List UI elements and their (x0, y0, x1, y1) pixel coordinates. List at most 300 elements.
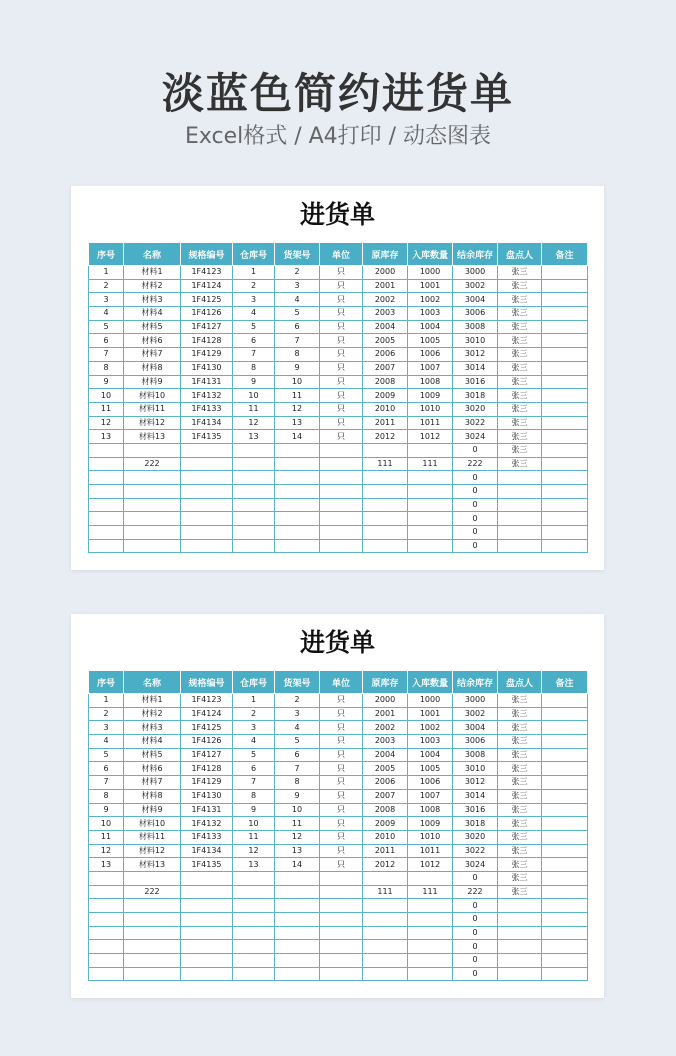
table-cell: 1000 (408, 694, 453, 708)
table-cell: 3016 (453, 803, 498, 817)
column-header: 仓库号 (233, 243, 275, 266)
table-row (89, 389, 588, 403)
table-cell (181, 926, 233, 940)
table-cell (542, 430, 588, 444)
table-cell: 张三 (498, 334, 542, 348)
table-cell: 6 (233, 762, 275, 776)
table-cell (275, 443, 320, 457)
table-cell: 1F4129 (181, 776, 233, 790)
table-cell (542, 844, 588, 858)
table-cell (542, 871, 588, 885)
table-cell: 1F4125 (181, 721, 233, 735)
table-cell (181, 526, 233, 540)
table-cell: 只 (320, 266, 363, 280)
table-cell (542, 899, 588, 913)
spreadsheet-preview-1 (71, 186, 604, 570)
table-cell: 2 (89, 707, 124, 721)
table-cell (320, 954, 363, 968)
table-cell (498, 498, 542, 512)
table-cell: 0 (453, 485, 498, 499)
table-cell: 13 (89, 858, 124, 872)
table-cell: 1 (89, 266, 124, 280)
table-cell (542, 913, 588, 927)
table-cell: 12 (89, 844, 124, 858)
table-cell (363, 471, 408, 485)
table-row (89, 789, 588, 803)
table-cell (408, 498, 453, 512)
table-cell: 3006 (453, 307, 498, 321)
table-cell: 只 (320, 375, 363, 389)
table-row (89, 512, 588, 526)
table-cell: 3002 (453, 279, 498, 293)
column-header: 入库数量 (408, 671, 453, 694)
table-cell (124, 899, 181, 913)
table-cell: 2001 (363, 707, 408, 721)
table-cell: 111 (408, 885, 453, 899)
table-cell: 材料2 (124, 707, 181, 721)
column-header: 序号 (89, 243, 124, 266)
table-cell: 9 (89, 375, 124, 389)
table-cell: 11 (233, 830, 275, 844)
table-cell: 13 (275, 416, 320, 430)
table-cell: 1003 (408, 307, 453, 321)
table-cell (542, 512, 588, 526)
table-cell: 0 (453, 899, 498, 913)
table-cell: 10 (275, 375, 320, 389)
table-cell: 1F4125 (181, 293, 233, 307)
table-cell: 1001 (408, 707, 453, 721)
page-subtitle: Excel格式 / A4打印 / 动态图表 (184, 124, 492, 149)
table-cell: 1004 (408, 748, 453, 762)
table-cell: 只 (320, 844, 363, 858)
table-row (89, 844, 588, 858)
table-cell (408, 899, 453, 913)
table-cell (124, 512, 181, 526)
table-cell: 8 (275, 776, 320, 790)
table-cell: 1F4128 (181, 334, 233, 348)
table-cell: 材料2 (124, 279, 181, 293)
table-cell: 1F4133 (181, 402, 233, 416)
table-cell: 只 (320, 735, 363, 749)
table-cell: 1002 (408, 721, 453, 735)
table-cell (275, 899, 320, 913)
table-cell: 1F4124 (181, 707, 233, 721)
table-cell: 张三 (498, 721, 542, 735)
table-cell: 1F4126 (181, 735, 233, 749)
table-cell (542, 526, 588, 540)
table-cell (542, 776, 588, 790)
table-cell: 材料6 (124, 334, 181, 348)
table-body (89, 694, 588, 981)
table-cell (124, 471, 181, 485)
table-cell: 3010 (453, 334, 498, 348)
table-cell (181, 539, 233, 553)
table-cell: 1F4130 (181, 789, 233, 803)
table-cell: 1F4123 (181, 694, 233, 708)
table-cell (89, 485, 124, 499)
table-cell: 0 (453, 871, 498, 885)
table-cell (498, 485, 542, 499)
table-cell (89, 899, 124, 913)
table-cell: 0 (453, 471, 498, 485)
table-cell: 1F4131 (181, 803, 233, 817)
table-cell: 只 (320, 361, 363, 375)
table-cell: 只 (320, 707, 363, 721)
table-cell: 0 (453, 967, 498, 981)
table-cell: 1012 (408, 430, 453, 444)
table-cell (181, 512, 233, 526)
table-cell: 1012 (408, 858, 453, 872)
table-cell: 0 (453, 443, 498, 457)
table-cell: 4 (233, 307, 275, 321)
table-cell: 3010 (453, 762, 498, 776)
table-cell: 2006 (363, 348, 408, 362)
table-cell: 1F4132 (181, 389, 233, 403)
table-cell (233, 913, 275, 927)
table-cell: 1F4131 (181, 375, 233, 389)
table-cell: 14 (275, 858, 320, 872)
table-header (89, 243, 588, 266)
table-cell: 张三 (498, 885, 542, 899)
table-cell: 3022 (453, 416, 498, 430)
table-cell (408, 940, 453, 954)
table-cell (363, 926, 408, 940)
table-cell: 14 (275, 430, 320, 444)
table-cell: 5 (233, 748, 275, 762)
table-cell: 3024 (453, 858, 498, 872)
table-cell: 12 (275, 402, 320, 416)
table-cell: 1F4133 (181, 830, 233, 844)
table-cell (542, 402, 588, 416)
table-cell (363, 443, 408, 457)
table-cell: 3022 (453, 844, 498, 858)
table-cell: 3008 (453, 320, 498, 334)
table-row (89, 457, 588, 471)
page-title: 淡蓝色简约进货单 (161, 69, 514, 118)
table-cell: 张三 (498, 416, 542, 430)
table-cell: 2004 (363, 320, 408, 334)
table-cell: 张三 (498, 776, 542, 790)
table-cell: 2000 (363, 266, 408, 280)
table-row (89, 539, 588, 553)
table-cell: 1010 (408, 402, 453, 416)
table-cell: 7 (275, 334, 320, 348)
table-cell: 2007 (363, 789, 408, 803)
column-header: 结余库存 (453, 243, 498, 266)
table-cell (542, 348, 588, 362)
table-cell: 4 (89, 307, 124, 321)
table-row (89, 735, 588, 749)
table-cell: 3018 (453, 389, 498, 403)
table-cell: 9 (233, 803, 275, 817)
table-cell: 1002 (408, 293, 453, 307)
table-cell (542, 954, 588, 968)
column-header: 备注 (542, 243, 588, 266)
table-row (89, 940, 588, 954)
table-cell: 只 (320, 430, 363, 444)
table-row (89, 707, 588, 721)
table-cell (181, 485, 233, 499)
table-cell: 1006 (408, 776, 453, 790)
table-row (89, 748, 588, 762)
table-cell: 8 (233, 361, 275, 375)
table-cell: 1001 (408, 279, 453, 293)
column-header: 结余库存 (453, 671, 498, 694)
table-cell (498, 967, 542, 981)
table-cell (233, 871, 275, 885)
table-cell (542, 885, 588, 899)
table-cell: 11 (275, 389, 320, 403)
table-cell: 材料13 (124, 430, 181, 444)
table-cell: 8 (275, 348, 320, 362)
table-cell: 材料8 (124, 789, 181, 803)
table-cell (275, 913, 320, 927)
table-cell: 材料12 (124, 844, 181, 858)
table-cell: 2006 (363, 776, 408, 790)
table-header (89, 671, 588, 694)
table-cell (233, 954, 275, 968)
table-row (89, 293, 588, 307)
table-cell: 0 (453, 512, 498, 526)
table-cell: 3 (233, 293, 275, 307)
table-cell: 5 (275, 735, 320, 749)
table-cell (542, 789, 588, 803)
table-row (89, 416, 588, 430)
table-cell (363, 498, 408, 512)
table-cell (89, 526, 124, 540)
table-cell (542, 416, 588, 430)
table-cell: 3000 (453, 266, 498, 280)
table-cell: 9 (275, 789, 320, 803)
table-cell: 2003 (363, 735, 408, 749)
table-cell: 张三 (498, 402, 542, 416)
table-cell: 12 (233, 416, 275, 430)
table-cell (320, 512, 363, 526)
table-cell (408, 967, 453, 981)
table-cell: 张三 (498, 817, 542, 831)
table-cell: 2002 (363, 721, 408, 735)
table-cell: 1005 (408, 762, 453, 776)
table-cell (124, 967, 181, 981)
table-cell (542, 361, 588, 375)
table-cell (275, 512, 320, 526)
table-cell: 3012 (453, 776, 498, 790)
table-cell (408, 471, 453, 485)
table-cell: 1F4130 (181, 361, 233, 375)
table-cell: 材料11 (124, 402, 181, 416)
table-cell (181, 954, 233, 968)
table-cell: 10 (275, 803, 320, 817)
table-cell: 10 (233, 389, 275, 403)
table-cell: 2011 (363, 416, 408, 430)
table-cell (181, 443, 233, 457)
table-cell: 7 (233, 348, 275, 362)
table-cell: 3 (89, 293, 124, 307)
table-cell: 材料10 (124, 389, 181, 403)
table-cell (124, 954, 181, 968)
table-cell (320, 926, 363, 940)
table-cell (408, 871, 453, 885)
table-cell (363, 485, 408, 499)
table-cell (124, 539, 181, 553)
table-cell: 8 (89, 789, 124, 803)
table-cell (89, 498, 124, 512)
table-cell (181, 940, 233, 954)
table-cell (124, 871, 181, 885)
table-cell: 1F4128 (181, 762, 233, 776)
table-cell (124, 926, 181, 940)
table-cell: 材料7 (124, 348, 181, 362)
table-cell: 5 (89, 748, 124, 762)
table-cell: 材料1 (124, 266, 181, 280)
table-cell: 0 (453, 913, 498, 927)
table-cell: 2 (233, 707, 275, 721)
table-cell (320, 967, 363, 981)
table-cell (233, 498, 275, 512)
table-row (89, 926, 588, 940)
table-cell: 7 (89, 776, 124, 790)
table-cell: 9 (89, 803, 124, 817)
table-cell: 6 (233, 334, 275, 348)
table-cell: 1F4127 (181, 320, 233, 334)
table-cell: 3016 (453, 375, 498, 389)
table-cell: 1008 (408, 375, 453, 389)
table-cell (498, 954, 542, 968)
table-cell: 2011 (363, 844, 408, 858)
table-cell: 2010 (363, 402, 408, 416)
table-cell: 5 (275, 307, 320, 321)
table-row (89, 279, 588, 293)
table-cell (542, 539, 588, 553)
table-cell (320, 885, 363, 899)
table-cell (124, 443, 181, 457)
table-row (89, 526, 588, 540)
table-cell: 1008 (408, 803, 453, 817)
table-cell (320, 940, 363, 954)
table-cell (233, 457, 275, 471)
table-cell: 张三 (498, 694, 542, 708)
table-cell: 只 (320, 307, 363, 321)
table-cell: 4 (275, 721, 320, 735)
table-cell: 只 (320, 402, 363, 416)
table-cell (408, 954, 453, 968)
table-cell: 只 (320, 293, 363, 307)
table-cell: 111 (408, 457, 453, 471)
table-cell: 0 (453, 526, 498, 540)
table-cell (498, 471, 542, 485)
table-cell (363, 871, 408, 885)
table-cell: 张三 (498, 748, 542, 762)
table-cell: 2005 (363, 762, 408, 776)
table-cell: 9 (233, 375, 275, 389)
table-cell: 1F4124 (181, 279, 233, 293)
table-row (89, 361, 588, 375)
spreadsheet-preview-2 (71, 614, 604, 998)
table-cell: 材料1 (124, 694, 181, 708)
table-cell (275, 871, 320, 885)
table-cell (89, 471, 124, 485)
table-cell (542, 967, 588, 981)
table-cell: 0 (453, 954, 498, 968)
column-header: 盘点人 (498, 243, 542, 266)
table-row (89, 776, 588, 790)
table-cell: 只 (320, 348, 363, 362)
table-cell: 3004 (453, 721, 498, 735)
table-cell: 5 (233, 320, 275, 334)
table-cell (124, 526, 181, 540)
table-cell: 3006 (453, 735, 498, 749)
table-cell: 1 (89, 694, 124, 708)
table-row (89, 899, 588, 913)
table-cell: 1F4132 (181, 817, 233, 831)
table-cell: 材料4 (124, 735, 181, 749)
table-row (89, 266, 588, 280)
table-cell: 6 (89, 762, 124, 776)
table-cell: 1F4135 (181, 430, 233, 444)
column-header: 原库存 (363, 671, 408, 694)
table-cell: 10 (233, 817, 275, 831)
table-cell: 9 (275, 361, 320, 375)
table-cell: 张三 (498, 307, 542, 321)
table-cell: 3020 (453, 402, 498, 416)
table-cell (542, 817, 588, 831)
table-row (89, 721, 588, 735)
table-cell: 3014 (453, 361, 498, 375)
table-cell (363, 899, 408, 913)
table-cell (275, 539, 320, 553)
table-cell (233, 485, 275, 499)
table-cell: 3008 (453, 748, 498, 762)
table-cell: 13 (233, 858, 275, 872)
column-header: 单位 (320, 243, 363, 266)
table-row (89, 498, 588, 512)
table-cell (542, 694, 588, 708)
table-cell: 222 (124, 457, 181, 471)
table-cell: 12 (233, 844, 275, 858)
table-cell (498, 899, 542, 913)
table-cell (320, 871, 363, 885)
table-cell: 材料7 (124, 776, 181, 790)
table-cell (89, 871, 124, 885)
table-cell: 只 (320, 389, 363, 403)
table-cell: 10 (89, 389, 124, 403)
table-cell (275, 954, 320, 968)
table-row (89, 871, 588, 885)
table-cell: 1004 (408, 320, 453, 334)
column-header: 序号 (89, 671, 124, 694)
table-cell (124, 485, 181, 499)
table-cell: 11 (275, 817, 320, 831)
table-row (89, 430, 588, 444)
table-cell: 只 (320, 830, 363, 844)
column-header: 入库数量 (408, 243, 453, 266)
table-cell: 7 (275, 762, 320, 776)
table-cell (124, 940, 181, 954)
table-cell (542, 485, 588, 499)
column-header: 规格编号 (181, 243, 233, 266)
table-cell (275, 471, 320, 485)
table-cell (181, 899, 233, 913)
table-cell (542, 389, 588, 403)
table-cell (275, 526, 320, 540)
table-cell (542, 858, 588, 872)
table-cell (498, 913, 542, 927)
table-cell (542, 471, 588, 485)
sheet-title: 进货单 (299, 200, 375, 229)
table-cell (498, 926, 542, 940)
table-cell: 张三 (498, 430, 542, 444)
table-cell (363, 512, 408, 526)
